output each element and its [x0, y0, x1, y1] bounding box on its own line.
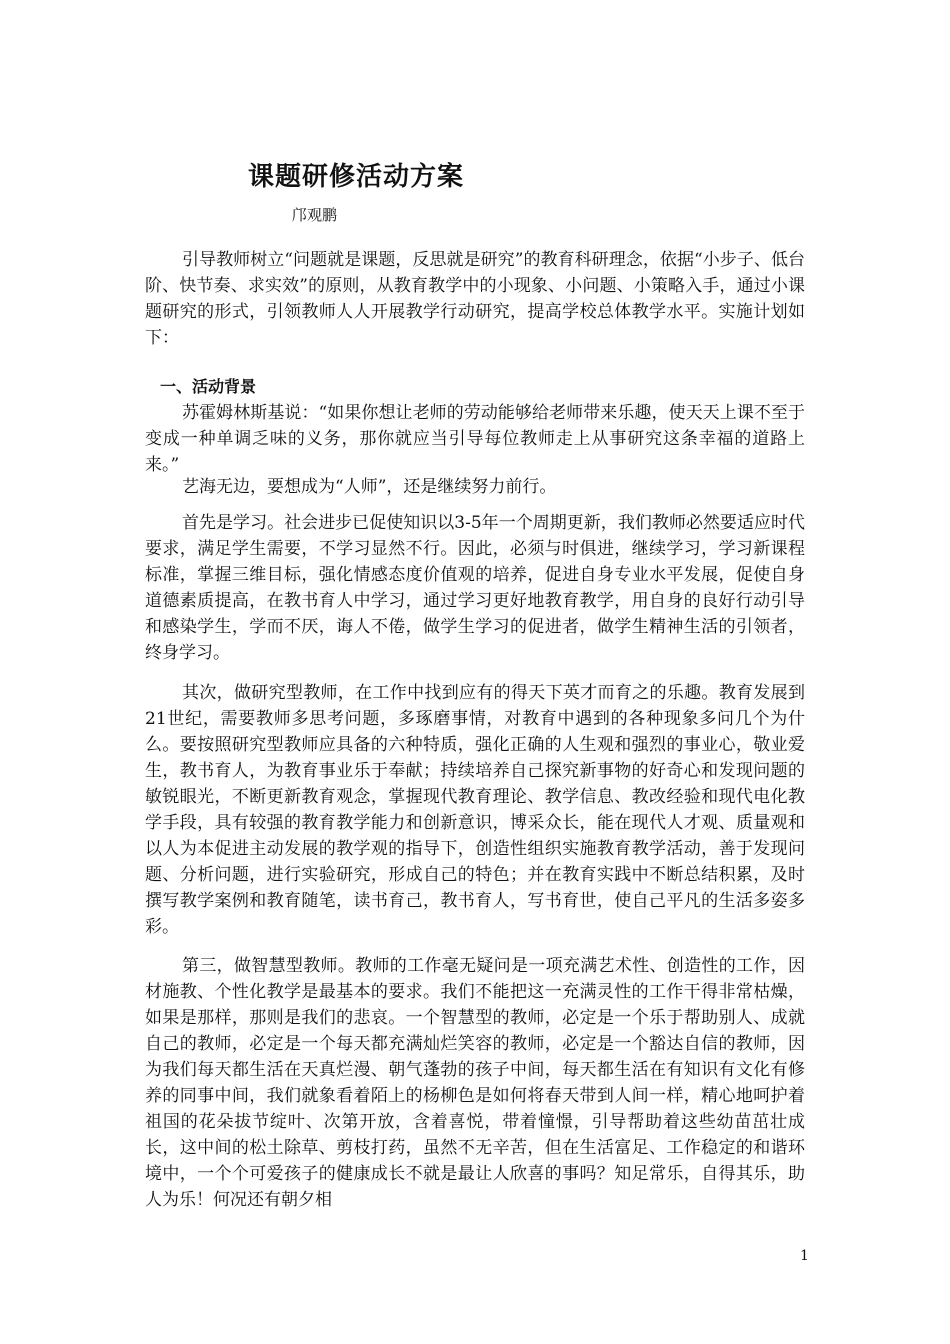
- page-number: 1: [800, 1248, 809, 1264]
- section-heading: 一、活动背景: [160, 377, 257, 396]
- document-title: 课题研修活动方案: [248, 162, 465, 192]
- author-name: 邝观鹏: [292, 206, 338, 224]
- research-teacher-paragraph: 其次，做研究型教师，在工作中找到应有的得天下英才而育之的乐趣。教育发展到21世纪，需要教师多思考问题，多琢磨事情，对教育中遇到的各种现象多问几个为什么。要按照研究型教师应具备的六种特质，强化正确的人生观和强烈的事业心，敬业爱生，教书育人，为教育事业乐于奉献；持续培养自己探究新事物的好奇心和发现问题的敏锐眼光，不断更新教育观念，掌握现代教育理论、教学信息、教改经验和现代电化教学手段，具有较强的教育教学能力和创新意识，博采众长，能在现代人才观、质量观和以人为本促进主动发展的教学观的指导下，创造性组织实施教育教学活动，善于发现问题、分析问题，进行实验研究，形成自己的特色；并在教育实践中不断总结积累，及时撰写教学案例和教育随笔，读书育己，教书育人，写书育世，使自己平凡的生活多姿多彩。: [145, 683, 805, 937]
- intro-paragraph: 引导教师树立“问题就是课题，反思就是研究”的教育科研理念，依据“小步子、低台阶、快节奏、求实效”的原则，从教育教学中的小现象、小问题、小策略入手，通过小课题研究的形式，引领教师人人开展教学行动研究，提高学校总体教学水平。实施计划如下：: [145, 250, 805, 348]
- quote-paragraph: 苏霍姆林斯基说：“如果你想让老师的劳动能够给老师带来乐趣，使天天上课不至于变成一种单调乏味的义务，那你就应当引导每位教师走上从事研究这条幸福的道路上来。”: [145, 403, 805, 475]
- wise-teacher-paragraph: 第三，做智慧型教师。教师的工作毫无疑问是一项充满艺术性、创造性的工作，因材施教、个性化教学是最基本的要求。我们不能把这一充满灵性的工作干得非常枯燥，如果是那样，那则是我们的悲哀。一个智慧型的教师，必定是一个乐于帮助别人、成就自己的教师，必定是一个每天都充满灿烂笑容的教师，必定是一个豁达自信的教师，因为我们每天都生活在天真烂漫、朝气蓬勃的孩子中间，每天都生活在有知识有文化有修养的同事中间，我们就象看着陌上的杨柳色是如何将春天带到人间一样，精心地呵护着祖国的花朵拔节绽叶、次第开放，含着喜悦，带着憧憬，引导帮助着这些幼苗茁壮成长，这中间的松土除草、剪枝打药，虽然不无辛苦，但在生活富足、工作稳定的和谐环境中，一个个可爱孩子的健康成长不就是最让人欣喜的事吗？知足常乐，自得其乐，助人为乐！何况还有朝夕相: [145, 956, 805, 1210]
- learning-paragraph: 首先是学习。社会进步已促使知识以3-5年一个周期更新，我们教师必然要适应时代要求，满足学生需要，不学习显然不行。因此，必须与时俱进，继续学习，学习新课程标准，掌握三维目标，强化情感态度价值观的培养，促进自身专业水平发展，促使自身道德素质提高，在教书育人中学习，通过学习更好地教育教学，用自身的良好行动引导和感染学生，学而不厌，诲人不倦，做学生学习的促进者，做学生精神生活的引领者，终身学习。: [145, 513, 805, 663]
- art-paragraph: 艺海无边，要想成为“人师”，还是继续努力前行。: [182, 477, 557, 497]
